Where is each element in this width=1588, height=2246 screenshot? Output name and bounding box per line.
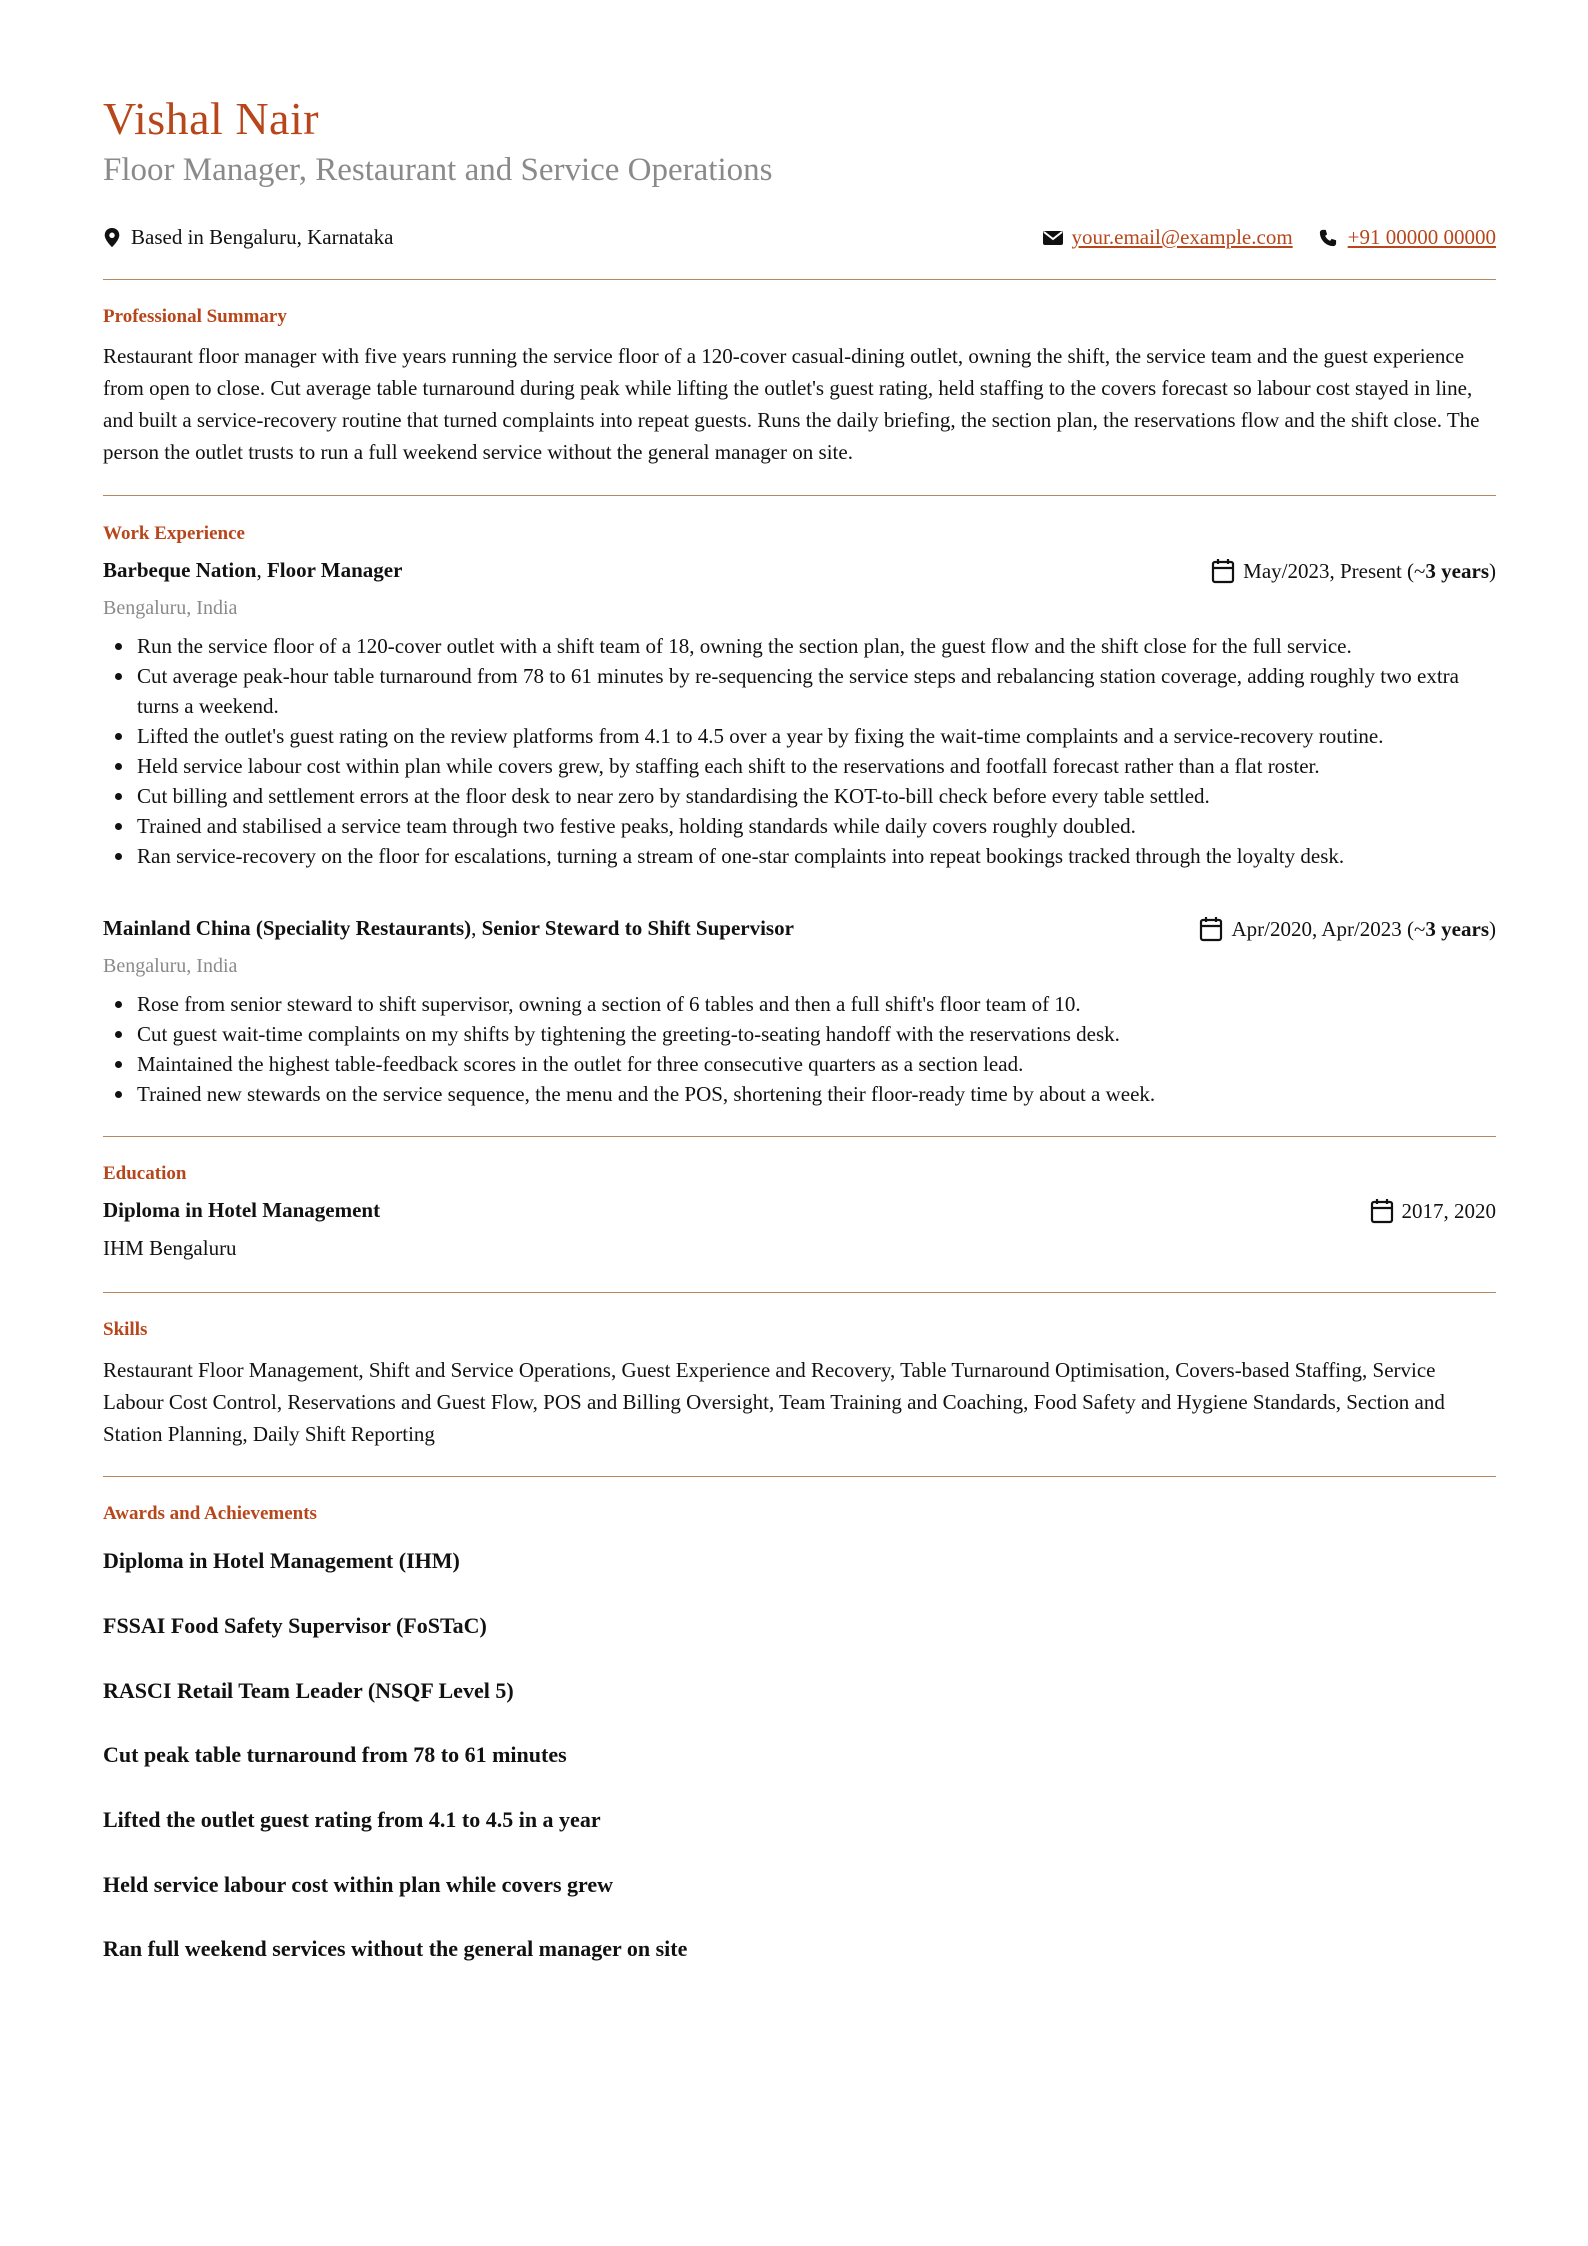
list-item: Trained and stabilised a service team through two festive peaks, holding standards while daily covers roughly doubled. (103, 811, 1496, 841)
list-item: Run the service floor of a 120-cover outlet with a shift team of 18, owning the section plan, the guest flow and the shift close for the full service. (103, 631, 1496, 661)
location (103, 225, 393, 250)
contact-links (1043, 225, 1496, 250)
job-header (103, 916, 1496, 946)
list-item: Cut average peak-hour table turnaround from 78 to 61 minutes by re-sequencing the service steps and rebalancing station coverage, adding roughly two extra turns a weekend. (103, 661, 1496, 721)
job-title-line (103, 916, 794, 940)
section-heading-summary: Professional Summary (103, 306, 287, 327)
separator: , (471, 916, 482, 940)
section-heading-awards: Awards and Achievements (103, 1503, 317, 1524)
calendar-icon (1370, 1198, 1394, 1224)
candidate-title: Floor Manager, Restaurant and Service Operations (103, 152, 773, 188)
close-paren: ) (1489, 916, 1496, 941)
degree-line (103, 1198, 380, 1222)
separator: , (256, 558, 267, 582)
list-item: Rose from senior steward to shift supervisor, owning a section of 6 tables and then a full shift's floor team of 10. (103, 989, 1496, 1019)
calendar-icon (1211, 558, 1235, 584)
section-heading-skills: Skills (103, 1319, 148, 1340)
date-range: 2017, 2020 (1401, 1198, 1496, 1223)
list-item: Trained new stewards on the service sequence, the menu and the POS, shortening their floor-ready time by about a week. (103, 1079, 1496, 1109)
job-location: Bengaluru, India (103, 955, 238, 977)
location-pin-icon (103, 228, 121, 248)
date-range: May/2023, Present (~ (1243, 558, 1426, 583)
candidate-name: Vishal Nair (103, 93, 320, 144)
award-item: Cut peak table turnaround from 78 to 61 minutes (103, 1742, 567, 1767)
award-item: Held service labour cost within plan while covers grew (103, 1872, 614, 1897)
divider (103, 1136, 1496, 1137)
job-role: Senior Steward to Shift Supervisor (481, 916, 794, 940)
summary-text: Restaurant floor manager with five years running the service floor of a 120-cover casual-dining outlet, owning the shift, the service team and the guest experience from open to close. Cut average table turnaround during peak while lifting the outlet's guest rating, held staffing to the covers forecast so labour cost stayed in line, and built a service-recovery routine that turned complaints into repeat guests. Runs the daily briefing, the section plan, the reservations flow and the shift close. The person the outlet trusts to run a full weekend service without the general manager on site. (103, 344, 1480, 464)
job-bullets (103, 989, 1496, 1109)
section-heading-education: Education (103, 1163, 187, 1184)
award-item: FSSAI Food Safety Supervisor (FoSTaC) (103, 1613, 487, 1638)
list-item: Held service labour cost within plan while covers grew, by staffing each shift to the reservations and footfall forecast rather than a flat roster. (103, 751, 1496, 781)
list-item: Maintained the highest table-feedback scores in the outlet for three consecutive quarters as a section lead. (103, 1049, 1496, 1079)
calendar-icon (1199, 916, 1223, 942)
company-name: Mainland China (Speciality Restaurants) (103, 916, 472, 940)
divider (103, 1292, 1496, 1293)
divider (103, 279, 1496, 280)
location-text: Based in Bengaluru, Karnataka (131, 225, 394, 249)
list-item: Cut guest wait-time complaints on my shifts by tightening the greeting-to-seating handoff with the reservations desk. (103, 1019, 1496, 1049)
list-item: Ran service-recovery on the floor for escalations, turning a stream of one-star complaints into repeat bookings tracked through the loyalty desk. (103, 841, 1496, 871)
award-item: Diploma in Hotel Management (IHM) (103, 1548, 460, 1573)
skills-text: Restaurant Floor Management, Shift and Service Operations, Guest Experience and Recovery, Table Turnaround Optimisation, Covers-based Staffing, Service Labour Cost Control, Reservations and Guest Flow, POS and Billing Oversight, Team Training and Coaching, Food Safety and Hygiene Standards, Section and Station Planning, Daily Shift Reporting (103, 1358, 1445, 1446)
company-name: Barbeque Nation (103, 558, 257, 582)
job-role: Floor Manager (266, 558, 403, 582)
close-paren: ) (1489, 558, 1496, 583)
institution-name: IHM Bengaluru (103, 1236, 237, 1260)
award-item: Ran full weekend services without the general manager on site (103, 1936, 688, 1961)
job-dates (1199, 916, 1496, 942)
job-bullets (103, 631, 1496, 871)
degree-name: Diploma in Hotel Management (103, 1198, 381, 1222)
section-heading-experience: Work Experience (103, 523, 245, 544)
job-location: Bengaluru, India (103, 597, 238, 619)
list-item: Cut billing and settlement errors at the floor desk to near zero by standardising the KOT-to-bill check before every table settled. (103, 781, 1496, 811)
education-dates (1370, 1198, 1497, 1224)
contact-row (103, 225, 1496, 253)
phone-link[interactable]: +91 00000 00000 (1347, 225, 1496, 249)
envelope-icon (1043, 229, 1063, 247)
job-dates (1211, 558, 1496, 584)
job-header (103, 558, 1496, 588)
phone-icon (1319, 229, 1339, 247)
job-title-line (103, 558, 402, 582)
email-link[interactable]: your.email@example.com (1071, 225, 1293, 249)
date-range: Apr/2020, Apr/2023 (~ (1231, 916, 1426, 941)
duration: 3 years (1425, 916, 1489, 941)
award-item: RASCI Retail Team Leader (NSQF Level 5) (103, 1678, 514, 1703)
duration: 3 years (1425, 558, 1489, 583)
divider (103, 1476, 1496, 1477)
divider (103, 495, 1496, 496)
award-item: Lifted the outlet guest rating from 4.1 to 4.5 in a year (103, 1807, 601, 1832)
education-header (103, 1198, 1496, 1228)
list-item: Lifted the outlet's guest rating on the review platforms from 4.1 to 4.5 over a year by fixing the wait-time complaints and a service-recovery routine. (103, 721, 1496, 751)
